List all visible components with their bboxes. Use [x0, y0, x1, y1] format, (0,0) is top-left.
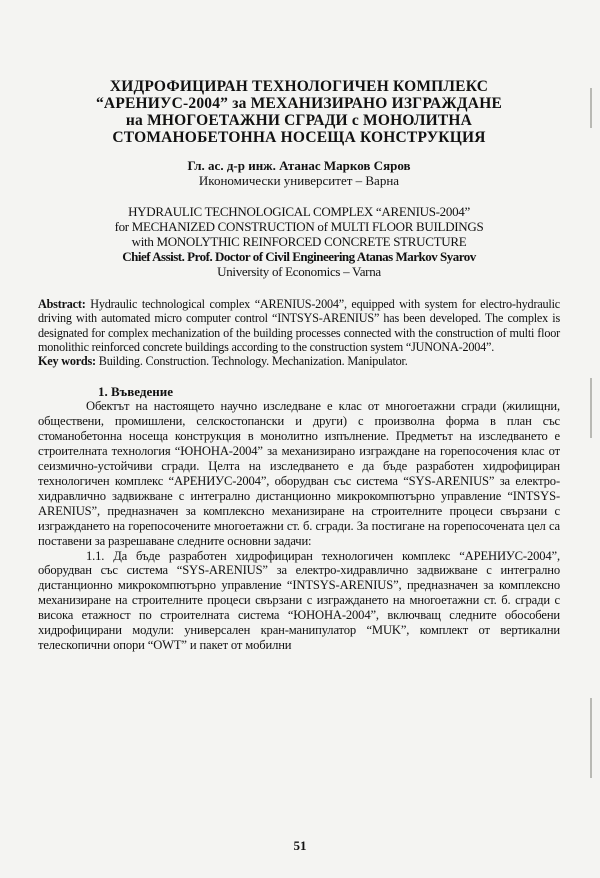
document-page [0, 78, 600, 878]
bulgarian-title-line-4: СТОМАНОБЕТОННА НОСЕЩА КОНСТРУКЦИЯ [112, 129, 486, 146]
keywords-label: Key words: [38, 354, 96, 369]
abstract [38, 297, 560, 354]
section-heading: 1. Въведение [98, 384, 173, 400]
page-number: 51 [293, 838, 307, 853]
english-title-line-2: for MECHANIZED CONSTRUCTION of MULTI FLOOR BUILDINGS [114, 219, 484, 234]
english-title-line-1: HYDRAULIC TECHNOLOGICAL COMPLEX “ARENIUS-2004” [128, 204, 470, 219]
bulgarian-title-line-1: ХИДРОФИЦИРАН ТЕХНОЛОГИЧЕН КОМПЛЕКС [109, 78, 489, 95]
bulgarian-title-line-2: “АРЕНИУС-2004” за МЕХАНИЗИРАНО ИЗГРАЖДАНЕ [95, 95, 502, 112]
body-paragraph-1: Обектът на настоящето научно изследване е клас от многоетажни сгради (жилищни, обществени, промишлени, селскостопански и други) с произволна форма в план със стоманобетонна носеща конструкция в монолитно изпълнение. Предметът на изследването е строителната технология “ЮНОНА-2004” за механизирано изграждане на горепосочения клас от сеизмично-устойчиви сгради. Целта на изследването е да бъде разработен хидрофициран технологичен комплекс “АРЕНИУС-2004”, оборудван със система “SYS-ARENIUS” за електро-хидравлично задвижване с интегрално дистанционно микрокомпютърно управление “INTSYS-ARENIUS”, предназначен за комплексно механизиране на строителните процеси свързани с изграждането на горепосочените многоетажни ст. б. сгради. За постигане на горепосочената цел са поставени за разрешаване следните основни задачи: [38, 399, 560, 548]
abstract-label: Abstract: [38, 297, 86, 311]
scan-edge-mark [590, 698, 592, 778]
english-author-name: Chief Assist. Prof. Doctor of Civil Engineering Atanas Markov Syarov [122, 249, 476, 264]
bulgarian-title [38, 78, 560, 146]
scan-edge-mark [590, 88, 592, 128]
scan-edge-mark [590, 378, 592, 438]
keywords [38, 354, 560, 368]
bulgarian-author-affiliation: Икономически университет – Варна [198, 173, 400, 188]
abstract-text: Hydraulic technological complex “ARENIUS-2004”, equipped with system for electro-hydraulic driving with automated micro computer control “INTSYS-ARENIUS” has been developed. The complex is designated for complex mechanization of the building processes connected with the construction of multi floor monolithic reinforced concrete buildings according to the construction system “JUNONA-2004”. [38, 297, 560, 354]
bulgarian-title-line-3: на МНОГОЕТАЖНИ СГРАДИ с МОНОЛИТНА [125, 112, 473, 129]
english-author-affiliation: University of Economics – Varna [217, 264, 381, 279]
keywords-text: Building. Construction. Technology. Mechanization. Manipulator. [95, 354, 408, 369]
english-title-block [38, 204, 560, 279]
section-body [38, 399, 560, 652]
body-paragraph-2: 1.1. Да бъде разработен хидрофициран технологичен комплекс “АРЕНИУС-2004”, оборудван със система “SYS-ARENIUS” за електро-хидравлично задвижване с интегрално дистанционно микрокомпютърно управление “INTSYS-ARENIUS”, предназначен за комплексно механизиране на строителните процеси свързани с изграждането на многоетажни ст. б. сгради с висока етажност по строителната система “ЮНОНА-2004”, включващ следните обособени хидрофицирани модули: универсален кран-манипулатор “MUK”, комплект от вертикални телескопични опори “OWT” и пакет от мобилни [38, 548, 560, 652]
bulgarian-author-block [38, 158, 560, 188]
bulgarian-author-name: Гл. ас. д-р инж. Атанас Марков Сяров [187, 158, 411, 173]
english-title-line-3: with MONOLYTHIC REINFORCED CONCRETE STRUCTURE [131, 234, 467, 249]
